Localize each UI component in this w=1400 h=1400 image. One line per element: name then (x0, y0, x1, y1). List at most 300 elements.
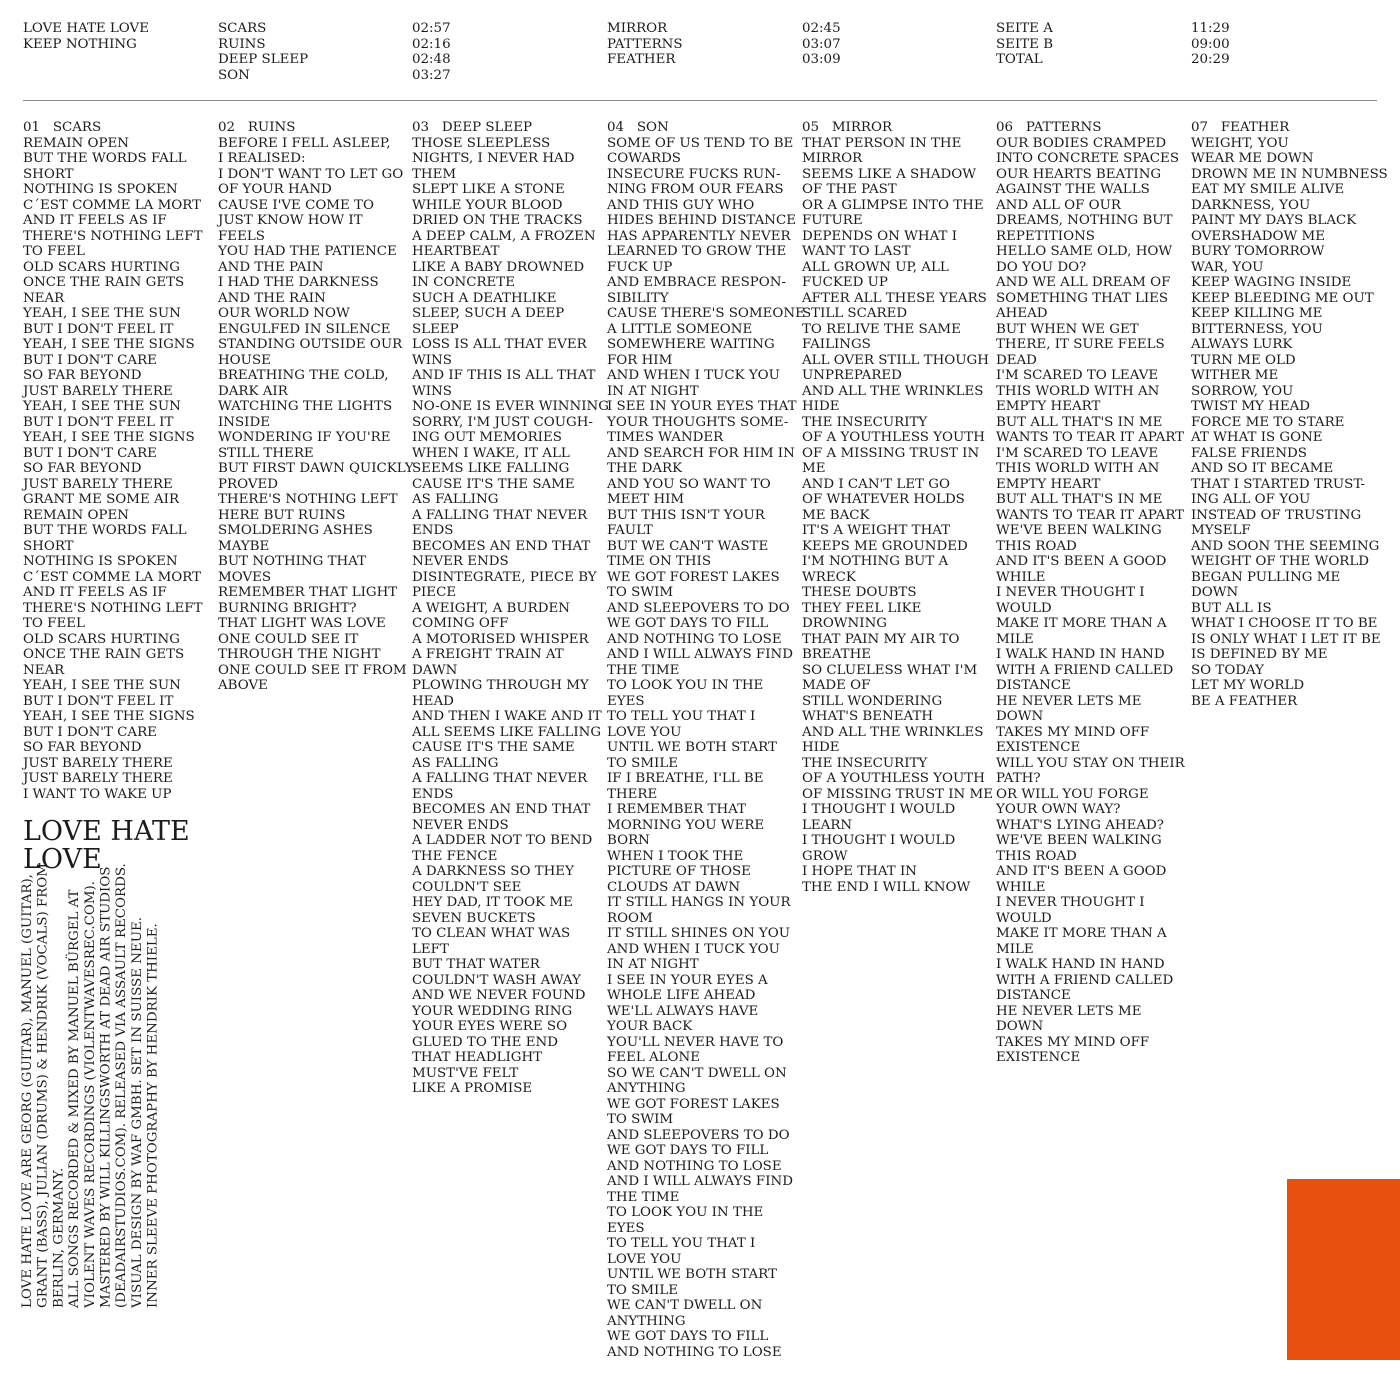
lyric-line: JUST BARELY THERE (23, 476, 173, 492)
lyric-line: BE A FEATHER (1191, 693, 1298, 709)
lyric-line: NING FROM OUR FEARS (607, 182, 784, 197)
lyric-line: AND I WILL ALWAYS FIND (607, 1174, 793, 1189)
lyric-line: TO FEEL (23, 244, 85, 259)
lyric-line: ENDS (412, 523, 454, 538)
lyric-line: NIGHTS, I NEVER HAD (412, 151, 575, 166)
lyric-line: THIS WORLD WITH AN (996, 461, 1160, 476)
lyric-line: ANYTHING (607, 1081, 686, 1096)
lyric-line: HEAD (412, 693, 454, 709)
lyric-line: AND IT FEELS AS IF (23, 585, 167, 600)
lyric-line: WANT TO LAST (802, 244, 911, 259)
lyric-line: SORRY, I'M JUST COUGH- (412, 414, 593, 430)
lyric-line: AND WHEN I TUCK YOU (607, 941, 780, 957)
lyric-line: LEARN (802, 817, 853, 833)
lyric-line: OF MISSING TRUST IN ME (802, 786, 994, 802)
song-heading (412, 120, 604, 136)
lyric-line: WHILE YOUR BLOOD (412, 197, 563, 213)
song-number: 03 (412, 120, 430, 135)
lyric-line: EMPTY HEART (996, 476, 1101, 492)
lyric-line: MORNING YOU WERE (607, 817, 765, 833)
lyric-line: BORN (607, 833, 650, 848)
lyric-line: THROUGH THE NIGHT (218, 647, 381, 662)
lyric-line: UNTIL WE BOTH START (607, 740, 777, 755)
lyric-line: THERE'S NOTHING LEFT (23, 228, 203, 244)
song-title: SON (636, 120, 669, 135)
lyric-line: FOR HIM (607, 352, 673, 368)
lyric-line: ONCE THE RAIN GETS (23, 647, 185, 662)
lyric-line: BUT THIS ISN'T YOUR (607, 507, 765, 523)
lyric-line: BREATHE (802, 647, 872, 662)
lyric-line: BUT THE WORDS FALL (23, 523, 187, 538)
song-heading (607, 120, 799, 136)
lyric-line: AND WE ALL DREAM OF (996, 275, 1171, 290)
lyric-line: AND SO IT BECAME (1191, 461, 1334, 476)
lyric-line: YOUR EYES WERE SO (412, 1019, 568, 1034)
side-duration: 11:29 (1191, 21, 1230, 36)
side-duration: 09:00 (1191, 36, 1230, 52)
lyric-line: OVERSHADOW ME (1191, 228, 1326, 244)
song-number: 01 (23, 120, 41, 135)
lyric-line: IF I BREATHE, I'LL BE (607, 771, 764, 786)
credits-block (20, 863, 161, 1308)
lyric-line: YOUR OWN WAY? (996, 802, 1121, 817)
lyric-line: THESE DOUBTS (802, 585, 917, 600)
lyric-line: SO FAR BEYOND (23, 740, 142, 755)
lyric-line: SO WE CAN'T DWELL ON (607, 1065, 787, 1081)
lyric-line: GROW (802, 848, 848, 864)
lyric-line: STILL THERE (218, 445, 314, 461)
lyric-line: EXISTENCE (996, 1050, 1081, 1065)
lyric-line: MOVES (218, 569, 272, 585)
lyric-line: WAR, YOU (1191, 259, 1264, 275)
lyric-line: THE INSECURITY (802, 755, 928, 771)
lyric-line: ENDS (412, 786, 454, 802)
lyric-line: IS ONLY WHAT I LET IT BE (1191, 631, 1381, 647)
lyric-line: OR A GLIMPSE INTO THE (802, 197, 984, 213)
lyric-line: JUST KNOW HOW IT (218, 213, 363, 228)
lyric-line: REMAIN OPEN (23, 507, 129, 523)
lyric-line: IN CONCRETE (412, 275, 516, 290)
lyric-line: PIECE (412, 585, 457, 600)
lyric-line: A DARKNESS SO THEY (412, 864, 574, 879)
lyric-line: ONE COULD SEE IT (218, 631, 359, 647)
lyrics-column (802, 120, 994, 895)
lyric-line: SOME OF US TEND TO BE (607, 135, 794, 151)
lyric-line: THAT PERSON IN THE (802, 135, 962, 151)
song-title: MIRROR (831, 120, 893, 135)
lyric-line: C´EST COMME LA MORT (23, 197, 202, 213)
lyric-line: KEEPS ME GROUNDED (802, 538, 968, 554)
track-duration: 02:48 (412, 52, 451, 67)
lyric-line: SIBILITY (607, 290, 669, 306)
lyric-line: UNPREPARED (802, 368, 902, 383)
lyric-line: REMEMBER THAT LIGHT (218, 585, 398, 600)
lyric-line: BUT NOTHING THAT (218, 554, 367, 569)
lyric-line: AND THE PAIN (218, 259, 324, 275)
lyric-line: BUT I DON'T CARE (23, 352, 157, 368)
lyric-line: WHAT'S LYING AHEAD? (996, 817, 1164, 833)
lyric-line: ONCE THE RAIN GETS (23, 275, 185, 290)
lyric-line: TO SWIM (607, 1112, 674, 1127)
lyric-line: A LADDER NOT TO BEND (412, 833, 593, 848)
lyric-line: OUR BODIES CRAMPED (996, 135, 1167, 151)
lyric-line: LOSS IS ALL THAT EVER (412, 337, 587, 352)
lyric-line: HIDES BEHIND DISTANCE (607, 213, 797, 228)
lyric-line: SORROW, YOU (1191, 383, 1294, 399)
lyric-line: TO SWIM (607, 585, 674, 600)
lyric-line: BURNING BRIGHT? (218, 600, 357, 616)
lyric-line: MILE (996, 941, 1034, 957)
header-tracks-b-column (607, 21, 683, 68)
lyric-line: YOU HAD THE PATIENCE (218, 244, 397, 259)
credits-line: GRANT (BASS), JULIAN (DRUMS) & HENDRIK (VOCALS) FROM (35, 863, 51, 1308)
lyric-line: THIS ROAD (996, 848, 1077, 864)
lyric-line: I'M NOTHING BUT A (802, 554, 949, 569)
lyric-line: CAUSE IT'S THE SAME (412, 740, 575, 755)
lyric-line: OLD SCARS HURTING (23, 631, 180, 647)
lyric-line: AND NOTHING TO LOSE (607, 631, 782, 647)
lyric-line: YEAH, I SEE THE SUN (23, 306, 181, 321)
lyric-line: I NEVER THOUGHT I (996, 895, 1145, 910)
lyric-line: THE INSECURITY (802, 414, 928, 430)
lyric-line: AS FALLING (412, 755, 499, 771)
lyric-line: GLUED TO THE END (412, 1034, 558, 1050)
lyric-line: BUT ALL IS (1191, 600, 1272, 616)
lyric-line: AND I WILL ALWAYS FIND (607, 647, 793, 662)
lyric-line: JUST BARELY THERE (23, 755, 173, 771)
lyric-line: WOULD (996, 600, 1052, 616)
header-sides-column (996, 21, 1053, 68)
lyric-line: STILL WONDERING (802, 693, 943, 709)
lyric-line: AND SLEEPOVERS TO DO (607, 1127, 790, 1143)
lyric-line: FORCE ME TO STARE (1191, 414, 1345, 430)
lyric-line: TO FEEL (23, 616, 85, 631)
track-duration: 02:57 (412, 21, 451, 36)
lyric-line: AHEAD (996, 306, 1048, 321)
lyric-line: ABOVE (218, 678, 268, 693)
track-duration: 02:45 (802, 21, 841, 36)
lyric-line: THEM (412, 166, 457, 182)
track-duration: 02:16 (412, 36, 451, 52)
credits-line: MASTERED BY WILL KILLINGSWORTH AT DEAD AIR STUDIOS (98, 866, 114, 1308)
lyric-line: THIS WORLD WITH AN (996, 383, 1160, 399)
lyric-line: DOWN (1191, 585, 1239, 600)
lyric-line: BUT I DON'T CARE (23, 724, 157, 740)
lyric-line: WE'VE BEEN WALKING (996, 523, 1162, 538)
lyric-line: WILL YOU STAY ON THEIR (996, 755, 1185, 771)
lyric-line: ONE COULD SEE IT FROM (218, 662, 407, 678)
lyric-line: NEAR (23, 290, 65, 306)
lyric-line: TWIST MY HEAD (1191, 399, 1311, 414)
lyric-line: SLEEP (412, 321, 459, 337)
lyric-line: AFTER ALL THESE YEARS (802, 290, 987, 306)
lyric-line: TO LOOK YOU IN THE (607, 678, 764, 693)
lyric-line: PLOWING THROUGH MY (412, 678, 589, 693)
lyric-line: YOUR WEDDING RING (412, 1003, 573, 1019)
lyric-line: A DEEP CALM, A FROZEN (412, 228, 596, 244)
lyric-line: CAUSE IT'S THE SAME (412, 476, 575, 492)
lyric-line: MAKE IT MORE THAN A (996, 926, 1167, 941)
lyric-line: A FREIGHT TRAIN AT (412, 647, 564, 662)
lyric-line: DEPENDS ON WHAT I (802, 228, 957, 244)
lyric-line: AS FALLING (412, 492, 499, 507)
lyric-line: IT STILL SHINES ON YOU (607, 926, 791, 941)
lyric-line: MAYBE (218, 538, 270, 554)
lyric-line: SEVEN BUCKETS (412, 910, 536, 926)
lyrics-column (412, 120, 609, 1097)
lyric-line: SO FAR BEYOND (23, 461, 142, 476)
lyric-line: I'M SCARED TO LEAVE (996, 445, 1159, 461)
lyric-line: I NEVER THOUGHT I (996, 585, 1145, 600)
lyric-line: BUT I DON'T FEEL IT (23, 414, 174, 430)
lyric-line: WHEN I TOOK THE (607, 848, 744, 864)
lyric-line: DOWN (996, 709, 1044, 724)
lyric-line: THERE (607, 786, 658, 802)
lyric-line: AND YOU SO WANT TO (607, 476, 771, 492)
header-times-b-column (802, 21, 841, 68)
lyric-line: SO FAR BEYOND (23, 368, 142, 383)
lyric-line: YOU'LL NEVER HAVE TO (607, 1034, 784, 1050)
lyric-line: TO SMILE (607, 1282, 679, 1298)
lyric-line: YEAH, I SEE THE SUN (23, 678, 181, 693)
lyric-line: I THOUGHT I WOULD (802, 802, 956, 817)
lyric-line: ME BACK (802, 507, 870, 523)
lyric-line: LET MY WORLD (1191, 678, 1305, 693)
lyric-line: BECOMES AN END THAT (412, 538, 591, 554)
lyric-line: WATCHING THE LIGHTS (218, 399, 393, 414)
lyric-line: TIME ON THIS (607, 554, 711, 569)
lyric-line: A FALLING THAT NEVER (412, 771, 588, 786)
lyric-line: THOSE SLEEPLESS (412, 135, 551, 151)
lyric-line: WINS (412, 383, 452, 399)
lyrics-column (218, 120, 414, 694)
lyric-line: PROVED (218, 476, 279, 492)
lyric-line: WE GOT DAYS TO FILL (607, 1143, 769, 1158)
song-title: RUINS (247, 120, 296, 135)
lyric-line: KEEP BLEEDING ME OUT (1191, 290, 1374, 306)
lyric-line: WE GOT FOREST LAKES (607, 1096, 780, 1112)
header-band-column (23, 21, 149, 52)
lyric-line: FUCK UP (607, 259, 673, 275)
lyric-line: BECOMES AN END THAT (412, 802, 591, 817)
lyric-line: UNTIL WE BOTH START (607, 1267, 777, 1282)
lyric-line: TO SMILE (607, 755, 679, 771)
lyric-line: OR WILL YOU FORGE (996, 786, 1149, 802)
lyric-line: YEAH, I SEE THE SIGNS (23, 709, 195, 724)
lyric-line: BUT THAT WATER (412, 957, 540, 972)
lyric-line: I HAD THE DARKNESS (218, 275, 379, 290)
band-name: LOVE HATE LOVE (23, 21, 149, 36)
lyric-line: WHILE (996, 569, 1046, 585)
lyric-line: HE NEVER LETS ME (996, 1003, 1142, 1019)
lyric-line: A LITTLE SOMEONE (607, 321, 753, 337)
lyric-line: THEY FEEL LIKE (802, 600, 922, 616)
lyric-line: AND ALL THE WRINKLES (802, 383, 984, 399)
lyric-line: AND SOON THE SEEMING (1191, 538, 1380, 554)
lyric-line: BITTERNESS, YOU (1191, 321, 1323, 337)
album-title-line: LOVE (23, 844, 102, 875)
lyric-line: TO LOOK YOU IN THE (607, 1205, 764, 1220)
lyric-line: AND SLEEPOVERS TO DO (607, 600, 790, 616)
lyric-line: IN AT NIGHT (607, 957, 699, 972)
lyric-line: DARKNESS, YOU (1191, 197, 1311, 213)
lyric-line: THERE, IT SURE FEELS (996, 337, 1165, 352)
album-title-line: LOVE HATE (23, 816, 190, 847)
lyric-line: THE FENCE (412, 848, 498, 864)
lyric-line: FUCKED UP (802, 275, 888, 290)
lyric-line: OF WHATEVER HOLDS (802, 492, 965, 507)
song-number: 02 (218, 120, 236, 135)
lyric-line: I REALISED: (218, 151, 306, 166)
lyric-line: JUST BARELY THERE (23, 383, 173, 399)
lyric-line: LOVE YOU (607, 1251, 682, 1267)
lyric-line: WHOLE LIFE AHEAD (607, 988, 756, 1003)
lyric-line: LEARNED TO GROW THE (607, 244, 787, 259)
lyric-line: TIMES WANDER (607, 430, 724, 445)
lyric-line: TO TELL YOU THAT I (607, 1236, 756, 1251)
lyric-line: ANYTHING (607, 1313, 686, 1329)
side-label: SEITE B (996, 36, 1054, 52)
song-number: 06 (996, 120, 1014, 135)
lyric-line: DISINTEGRATE, PIECE BY (412, 569, 597, 585)
lyric-line: FAULT (607, 523, 653, 538)
lyric-line: BEFORE I FELL ASLEEP, (218, 135, 391, 151)
lyric-line: ENGULFED IN SILENCE (218, 321, 391, 337)
track-duration: 03:07 (802, 36, 841, 52)
lyric-line: YOUR BACK (607, 1019, 693, 1034)
lyric-line: YEAH, I SEE THE SIGNS (23, 337, 195, 352)
lyric-line: AND NOTHING TO LOSE (607, 1344, 782, 1360)
lyric-line: OUR HEARTS BEATING (996, 166, 1162, 182)
lyric-line: INSTEAD OF TRUSTING (1191, 507, 1362, 523)
lyric-line: IS DEFINED BY ME (1191, 647, 1328, 662)
lyric-line: CLOUDS AT DAWN (607, 879, 741, 895)
lyric-line: THIS ROAD (996, 538, 1077, 554)
lyric-line: STANDING OUTSIDE OUR (218, 337, 403, 352)
lyric-line: STILL SCARED (802, 306, 908, 321)
lyric-line: NEAR (23, 662, 65, 678)
lyric-line: DO YOU DO? (996, 259, 1087, 275)
lyric-line: I WALK HAND IN HAND (996, 957, 1165, 972)
lyric-line: OF A MISSING TRUST IN (802, 445, 980, 461)
lyric-line: COULDN'T WASH AWAY (412, 972, 581, 988)
lyric-line: IN AT NIGHT (607, 383, 699, 399)
lyric-line: SOMEWHERE WAITING (607, 337, 775, 352)
lyric-line: HOUSE (218, 352, 271, 368)
lyric-line: AND IF THIS IS ALL THAT (412, 368, 596, 383)
credits-line: LOVE HATE LOVE ARE GEORG (GUITAR), MANUEL (GUITAR), (20, 874, 35, 1308)
lyric-line: MUST'VE FELT (412, 1065, 519, 1081)
track-title: PATTERNS (607, 36, 683, 52)
lyric-line: DISTANCE (996, 678, 1071, 693)
album-name: KEEP NOTHING (23, 36, 137, 52)
lyric-line: I WALK HAND IN HAND (996, 647, 1165, 662)
lyric-line: ME (802, 461, 826, 476)
lyric-line: OF A YOUTHLESS YOUTH (802, 430, 985, 445)
lyric-line: WEIGHT OF THE WORLD (1191, 554, 1370, 569)
lyric-line: ALWAYS LURK (1191, 337, 1293, 352)
lyric-line: FAILINGS (802, 337, 871, 352)
lyric-line: DOWN (996, 1019, 1044, 1034)
lyric-line: ING OUT MEMORIES (412, 430, 562, 445)
lyric-line: ROOM (607, 910, 653, 926)
song-heading (218, 120, 410, 136)
lyric-line: LIKE A PROMISE (412, 1081, 533, 1096)
header-times-a-column (412, 21, 451, 83)
lyric-line: NOTHING IS SPOKEN (23, 554, 178, 569)
lyric-line: JUST BARELY THERE (23, 771, 173, 786)
credits-line: VISUAL DESIGN BY WAF GMBH. SET IN SUISSE NEUE. (129, 916, 145, 1308)
lyric-line: AND THE RAIN (218, 290, 326, 306)
lyric-line: OF A YOUTHLESS YOUTH (802, 771, 985, 786)
lyric-line: SO CLUELESS WHAT I'M (802, 662, 978, 678)
lyrics-column (607, 120, 805, 1360)
lyric-line: BUT WE CAN'T WASTE (607, 538, 769, 554)
lyric-line: AND THEN I WAKE AND IT (412, 709, 602, 724)
lyric-line: CAUSE I'VE COME TO (218, 197, 374, 213)
lyric-line: FALSE FRIENDS (1191, 445, 1307, 461)
song-heading (1191, 120, 1383, 136)
lyric-line: BUT FIRST DAWN QUICKLY (218, 461, 414, 476)
lyric-line: LEFT (412, 941, 449, 957)
lyric-line: WHEN I WAKE, IT ALL (412, 445, 570, 461)
track-title: FEATHER (607, 52, 676, 67)
lyric-line: THE TIME (607, 662, 680, 678)
side-label: SEITE A (996, 21, 1053, 36)
lyric-line: DRIED ON THE TRACKS (412, 213, 583, 228)
lyric-line: I SEE IN YOUR EYES A (607, 972, 768, 988)
lyrics-column (23, 120, 215, 802)
lyric-line: THAT I STARTED TRUST- (1191, 476, 1366, 492)
lyric-line: WHAT'S BENEATH (802, 709, 934, 724)
song-number: 07 (1191, 120, 1209, 135)
lyric-line: AND IT'S BEEN A GOOD (996, 864, 1167, 879)
lyric-line: TO CLEAN WHAT WAS (412, 926, 571, 941)
lyric-line: A MOTORISED WHISPER (412, 631, 589, 647)
song-title: SCARS (52, 120, 102, 135)
lyric-line: AND IT FEELS AS IF (23, 213, 167, 228)
lyric-line: HEY DAD, IT TOOK ME (412, 895, 573, 910)
credits-line: BERLIN, GERMANY. (51, 1167, 67, 1308)
lyric-line: LIKE A BABY DROWNED (412, 259, 585, 275)
lyric-line: TO RELIVE THE SAME (802, 321, 961, 337)
lyric-line: I DON'T WANT TO LET GO (218, 166, 404, 182)
lyric-line: HERE BUT RUINS (218, 507, 346, 523)
lyric-line: GRANT ME SOME AIR (23, 492, 180, 507)
lyric-line: EYES (607, 693, 645, 709)
lyric-line: BUT I DON'T FEEL IT (23, 693, 174, 709)
track-title: RUINS (218, 36, 266, 52)
lyric-line: EYES (607, 1220, 645, 1236)
lyric-line: PAINT MY DAYS BLACK (1191, 213, 1357, 228)
lyric-line: NEVER ENDS (412, 554, 509, 569)
lyric-line: COMING OFF (412, 616, 509, 631)
lyric-line: THERE'S NOTHING LEFT (218, 492, 398, 507)
lyric-line: SLEPT LIKE A STONE (412, 182, 565, 197)
lyric-line: PATH? (996, 771, 1041, 786)
lyric-line: DARK AIR (218, 383, 288, 399)
lyric-line: WHILE (996, 879, 1046, 895)
lyric-line: DREAMS, NOTHING BUT (996, 213, 1173, 228)
lyric-line: SHORT (23, 538, 74, 554)
lyric-line: THAT HEADLIGHT (412, 1050, 543, 1065)
lyric-line: LOVE YOU (607, 724, 682, 740)
lyric-line: I REMEMBER THAT (607, 802, 747, 817)
lyric-line: COULDN'T SEE (412, 879, 522, 895)
lyric-line: WITHER ME (1191, 368, 1279, 383)
lyric-line: SMOLDERING ASHES (218, 523, 373, 538)
lyric-line: BURY TOMORROW (1191, 244, 1325, 259)
